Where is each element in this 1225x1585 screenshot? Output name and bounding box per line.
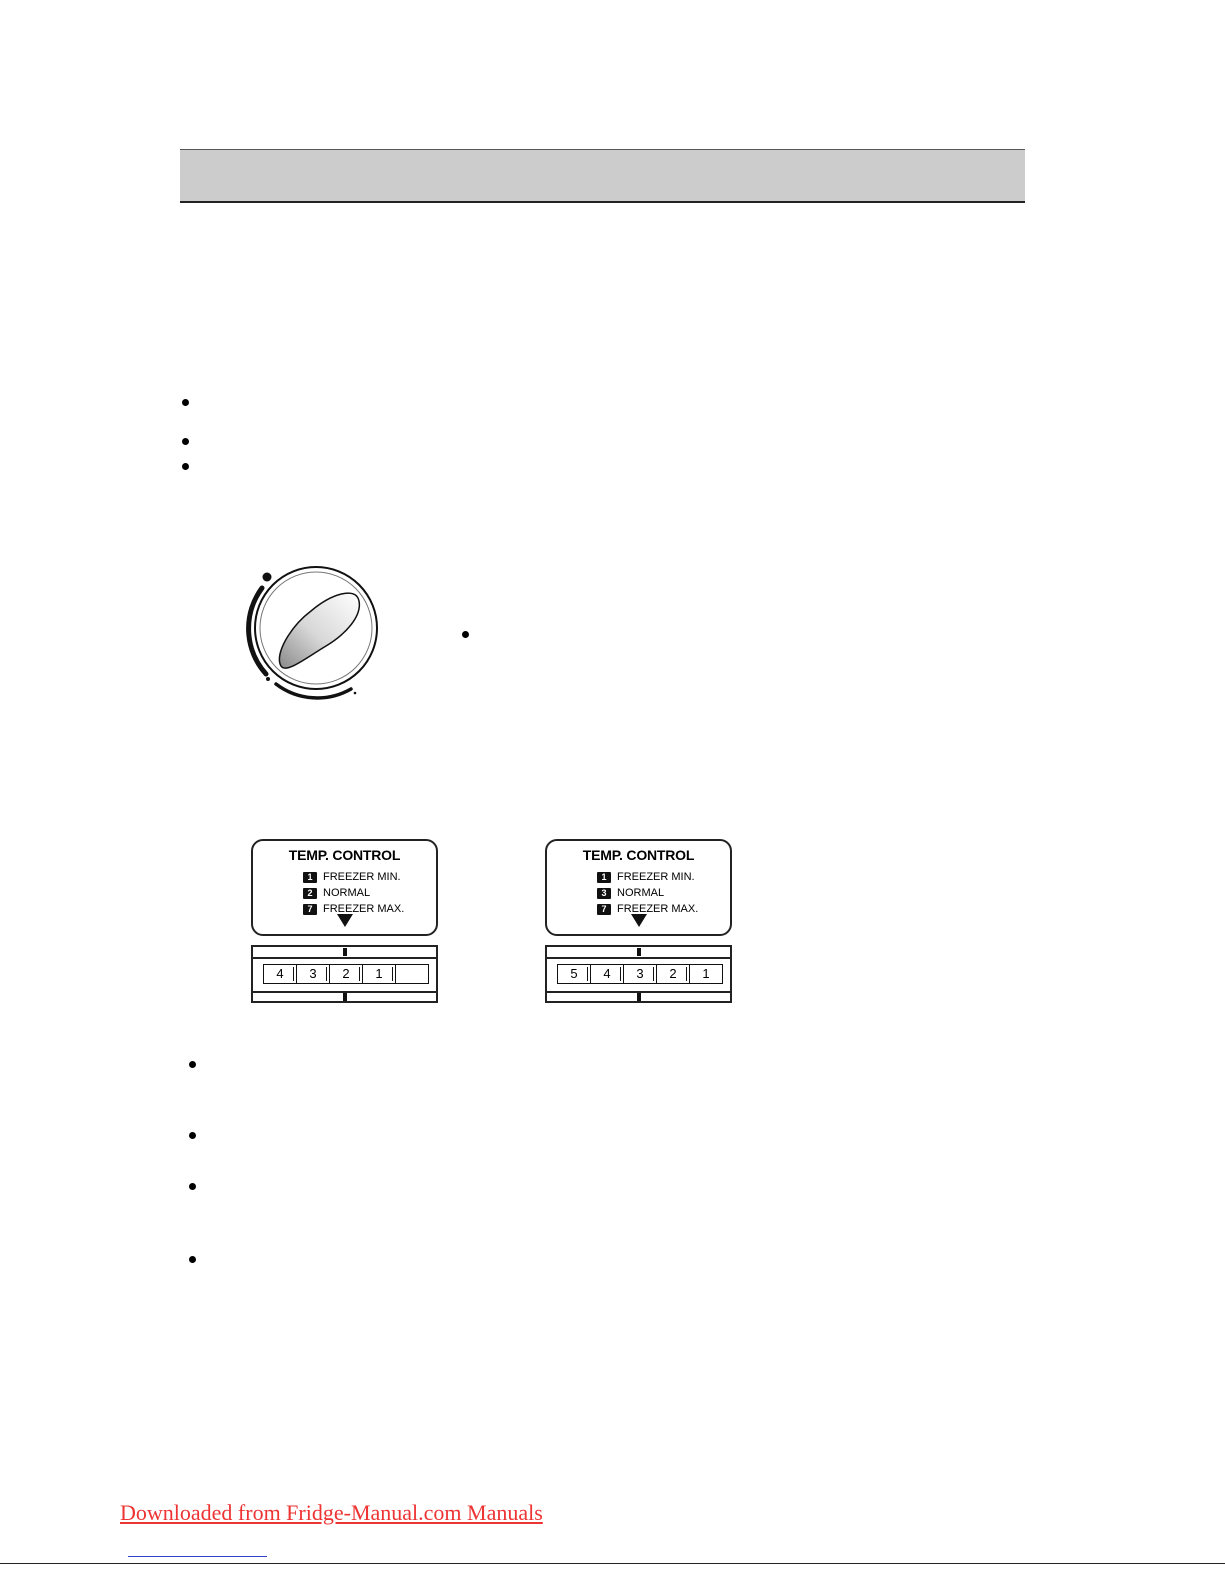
scale-rail-top: [547, 957, 730, 959]
scale-cell: 2: [657, 965, 690, 983]
section-header-band: [180, 149, 1025, 203]
scale-tick: [637, 993, 641, 1001]
footer-link-underline: [128, 1556, 267, 1557]
legend-row: [597, 869, 698, 885]
bullet-point: [189, 1061, 196, 1068]
bullet-point: [462, 631, 469, 638]
scale-rail-top: [253, 957, 436, 959]
legend-row: [597, 885, 698, 901]
pointer-arrow-icon: [631, 914, 647, 927]
scale-tick: [343, 993, 347, 1001]
legend-number-badge: 1: [303, 872, 317, 883]
scale-cells: [557, 964, 723, 984]
scale-tick: [343, 948, 347, 956]
legend: [303, 869, 404, 917]
legend-number-badge: 1: [597, 872, 611, 883]
bullet-point: [182, 399, 189, 406]
panel-title: TEMP. CONTROL: [582, 847, 695, 863]
temp-scale-slider: [545, 945, 732, 1003]
bullet-point: [182, 463, 189, 470]
legend-number-badge: 7: [303, 904, 317, 915]
legend-row: [303, 869, 404, 885]
legend-label: FREEZER MAX.: [617, 903, 699, 915]
scale-cell: 1: [702, 966, 710, 981]
legend-label: FREEZER MIN.: [617, 871, 695, 883]
scale-cell: 3: [624, 965, 657, 983]
footer-download-link[interactable]: Downloaded from Fridge-Manual.com Manuals: [120, 1500, 543, 1525]
legend-row: [303, 885, 404, 901]
pointer-arrow-icon: [337, 914, 353, 927]
bullet-point: [189, 1132, 196, 1139]
legend-number-badge: 2: [303, 888, 317, 899]
legend-row: [303, 901, 404, 917]
bullet-point: [189, 1183, 196, 1190]
bullet-point: [189, 1256, 196, 1263]
scale-cell: 1: [363, 965, 396, 983]
legend-label: NORMAL: [617, 887, 665, 899]
temp-control-label-panel: [251, 839, 438, 936]
panel-title: TEMP. CONTROL: [288, 847, 401, 863]
legend-label: FREEZER MAX.: [323, 903, 405, 915]
bullet-point: [182, 438, 189, 445]
temp-scale-slider: [251, 945, 438, 1003]
scale-cell: 5: [558, 965, 591, 983]
scale-cell: 4: [591, 965, 624, 983]
legend: [597, 869, 698, 917]
temp-control-diagram-right: [545, 839, 732, 1004]
temp-control-diagram-left: [251, 839, 438, 1004]
footer-divider: [0, 1563, 1225, 1564]
legend-number-badge: 3: [597, 888, 611, 899]
scale-cell: [396, 965, 428, 983]
temperature-dial-icon: [236, 566, 386, 706]
scale-cell: 3: [297, 965, 330, 983]
scale-cells: [263, 964, 429, 984]
temp-control-label-panel: [545, 839, 732, 936]
legend-number-badge: 7: [597, 904, 611, 915]
legend-label: NORMAL: [323, 887, 371, 899]
legend-label: FREEZER MIN.: [323, 871, 401, 883]
scale-tick: [637, 948, 641, 956]
scale-cell: 4: [264, 965, 297, 983]
scale-cell: 2: [330, 965, 363, 983]
legend-row: [597, 901, 698, 917]
